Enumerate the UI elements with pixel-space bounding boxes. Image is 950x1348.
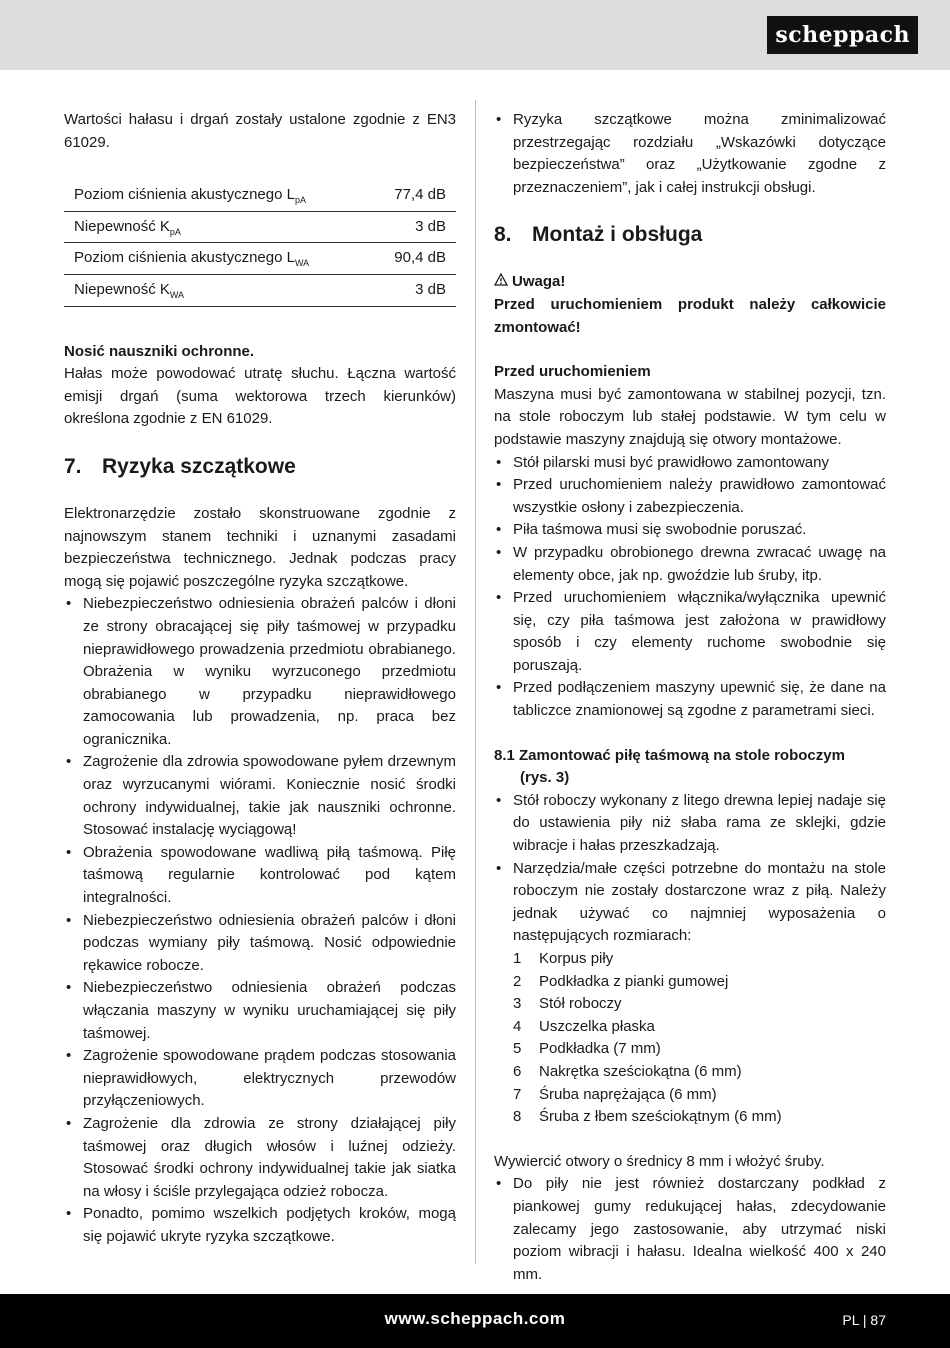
list-item: • Do piły nie jest również dostarczany podkład z piankowej gumy redukującej hałas, zdecydowanie zalecamy jego zastosowanie, aby utrzymać niski poziom wibracji i hałasu. Idealna wielkość 400 x 240 mm. — [494, 1173, 886, 1286]
list-item: • Stół pilarski musi być prawidłowo zamontowany — [494, 452, 886, 475]
list-item: • Niebezpieczeństwo odniesienia obrażeń podczas włączania maszyny w wyniku uruchamiającej się piły taśmowej. — [64, 977, 456, 1045]
residual-risks-list — [64, 593, 456, 1248]
footer-bar — [0, 1294, 950, 1348]
list-item: • Piła taśmowa musi się swobodnie poruszać. — [494, 519, 886, 542]
list-item: • Ponadto, pomimo wszelkich podjętych kroków, mogą się pojawić ukryte ryzyka szczątkowe. — [64, 1203, 456, 1248]
list-item: • Przed uruchomieniem włącznika/wyłącznika upewnić się, czy piła taśmowa jest założona w prawidłowy sposób i czy elementy ruchome swobodnie się poruszają. — [494, 587, 886, 677]
warning-triangle-icon — [494, 271, 512, 294]
drill-instruction: Wywiercić otwory o średnicy 8 mm i włożyć śruby. — [494, 1152, 825, 1170]
list-item: • Obrażenia spowodowane wadliwą piłą taśmową. Piłę taśmową regularnie kontrolować pod kątem integralności. — [64, 842, 456, 910]
list-item: 7 Śruba naprężająca (6 mm) — [513, 1085, 717, 1103]
brand-logo: scheppach — [767, 16, 918, 54]
list-item: 5 Podkładka (7 mm) — [513, 1040, 661, 1058]
noise-table — [64, 180, 456, 306]
list-item: 8 Śruba z łbem sześciokątnym (6 mm) — [513, 1108, 782, 1126]
page-number: PL | 87 — [842, 1312, 886, 1328]
list-item: 3 Stół roboczy — [513, 995, 622, 1013]
list-item: • Zagrożenie dla zdrowia ze strony działającej piły taśmowej oraz długich włosów i luźnej odzieży. Stosować środki ochrony indywidualnej takie jak siatka na włosy i ściśle przylegająca odzież robocza. — [64, 1113, 456, 1203]
subsection-8-1-list — [494, 790, 886, 948]
section-7-heading: 7. Ryzyka szczątkowe — [64, 454, 296, 478]
list-item: 1 Korpus piły — [513, 950, 614, 967]
left-column — [64, 109, 456, 1249]
section-7-intro: Elektronarzędzie zostało skonstruowane zgodnie z najnowszym stanem techniki i uznanymi zasadami bezpieczeństwa technicznego. Jednak podczas pracy mogą się pojawić poszczególne ryzyka szczątkowe. — [64, 504, 456, 590]
section-8-heading: 8. Montaż i obsługa — [494, 223, 703, 247]
table-row: Niepewność $K_{WA}$ 3 dB — [64, 274, 456, 306]
list-item: • Przed podłączeniem maszyny upewnić się, że dane na tabliczce znamionowej są zgodne z parametrami sieci. — [494, 677, 886, 722]
warning-text: Przed uruchomieniem produkt należy całkowicie zmontować! — [494, 295, 886, 336]
residual-risks-continued — [494, 109, 886, 199]
column-divider — [475, 100, 476, 1264]
header-bar — [0, 0, 950, 70]
list-item: 4 Uszczelka płaska — [513, 1017, 655, 1035]
before-start-title: Przed uruchomieniem — [494, 363, 651, 381]
subsection-8-1-figure-ref: (rys. 3) — [520, 769, 570, 787]
right-column — [494, 109, 886, 1286]
list-item: • Narzędzia/małe części potrzebne do montażu na stole roboczym nie zostały dostarczone wraz z piłą. Należy jednak używać co najmniej wyposażenia o następujących rozmiarach: — [494, 858, 886, 948]
list-item: • Przed uruchomieniem należy prawidłowo zamontować wszystkie osłony i zabezpieczenia. — [494, 474, 886, 519]
list-item: 2 Podkładka z pianki gumowej — [513, 972, 729, 990]
list-item: 6 Nakrętka sześciokątna (6 mm) — [513, 1062, 742, 1080]
before-start-text: Maszyna musi być zamontowana w stabilnej pozycji, tzn. na stole roboczym lub stałej podstawie. W tym celu w podstawie maszyny znajdują się otwory montażowe. — [494, 385, 886, 448]
list-item: • W przypadku obrobionego drewna zwracać uwagę na elementy obce, jak np. gwoździe lub śruby, itp. — [494, 542, 886, 587]
ear-protection-text: Hałas może powodować utratę słuchu. Łączna wartość emisji drgań (suma wektorowa trzech kierunków) określona zgodnie z EN 61029. — [64, 365, 456, 428]
subsection-8-1-heading: 8.1 Zamontować piłę taśmową na stole roboczym — [494, 746, 845, 764]
list-item: • Stół roboczy wykonany z litego drewna lepiej nadaje się do ustawienia piły niż słaba rama ze sklejki, gdzie wibracje i hałas przeszkadzają. — [494, 790, 886, 858]
table-row: Poziom ciśnienia akustycznego $L_{pA}$ 77,4 dB — [64, 180, 456, 211]
parts-list — [494, 948, 886, 1129]
noise-intro: Wartości hałasu i drgań zostały ustalone zgodnie z EN3 61029. — [64, 111, 456, 151]
list-item: • Niebezpieczeństwo odniesienia obrażeń palców i dłoni ze strony obracającej się piły taśmowej w przypadku nieprawidłowego prowadzenia przedmiotu obrabianego. Obrażenia w wyniku wyrzuconego przedmiotu obrabianego w przypadku nieprawidłowego zamocowania lub prowadzenia, np. praca bez ogranicznika. — [64, 593, 456, 751]
table-row: Niepewność $K_{pA}$ 3 dB — [64, 211, 456, 243]
website-link[interactable]: www.scheppach.com — [384, 1309, 566, 1328]
list-item: • Zagrożenie dla zdrowia spowodowane pyłem drzewnym oraz wyrzucanymi wiórami. Koniecznie nosić środki ochrony indywidualnej, takie jak nauszniki ochronne. Stosować instalację wyciągową! — [64, 751, 456, 841]
warning-title: Uwaga! — [494, 271, 886, 294]
ear-protection-title: Nosić nauszniki ochronne. — [64, 342, 255, 360]
damping-pad-list — [494, 1173, 886, 1286]
list-item: • Ryzyka szczątkowe można zminimalizować przestrzegając rozdziału „Wskazówki dotyczące bezpieczeństwa” oraz „Użytkowanie zgodne z przeznaczeniem”, jak i całej instrukcji obsługi. — [494, 109, 886, 199]
table-row: Poziom ciśnienia akustycznego $L_{WA}$ 90,4 dB — [64, 243, 456, 275]
list-item: • Zagrożenie spowodowane prądem podczas stosowania nieprawidłowych, elektrycznych przewodów przyłączeniowych. — [64, 1045, 456, 1113]
list-item: • Niebezpieczeństwo odniesienia obrażeń palców i dłoni podczas wymiany piły taśmową. Nosić odpowiednie rękawice robocze. — [64, 910, 456, 978]
before-start-list — [494, 452, 886, 723]
